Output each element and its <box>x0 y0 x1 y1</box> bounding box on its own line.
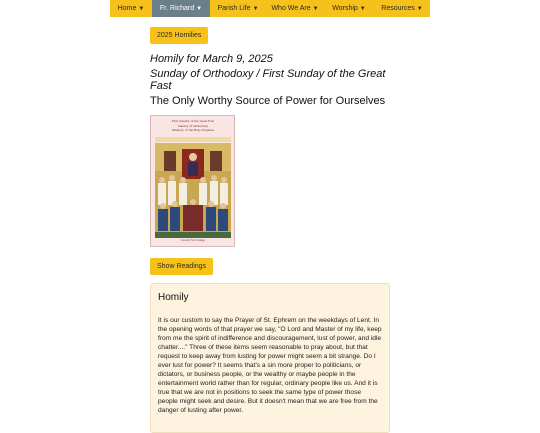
top-navigation <box>110 0 430 17</box>
chevron-down-icon: ▼ <box>138 5 145 12</box>
chevron-down-icon: ▼ <box>416 5 423 12</box>
main-content <box>150 24 390 433</box>
chevron-down-icon: ▼ <box>196 5 203 12</box>
nav-who-we-are[interactable] <box>266 0 324 17</box>
cover-header-line1: First Sunday of the Great Fast <box>171 119 215 123</box>
nav-home[interactable] <box>110 0 152 17</box>
nav-parish-life-label: Parish Life <box>217 5 251 12</box>
nav-resources[interactable] <box>374 0 430 17</box>
nav-resources-label: Resources <box>381 5 415 12</box>
nav-worship-label: Worship <box>332 5 358 12</box>
homily-title: The Only Worthy Source of Power for Ourselves <box>150 95 386 107</box>
sunday-title: Sunday of Orthodoxy / First Sunday of the Great Fast <box>150 68 386 92</box>
cover-band <box>155 137 231 142</box>
nav-who-we-are-label: Who We Are <box>271 5 311 12</box>
icon-cover-image <box>150 115 235 247</box>
homily-text: It is our custom to say the Prayer of St. Ephrem on the weekdays of Lent. In the opening words of that prayer we say, "O Lord and Master of my life, keep from me the spirit of indifference and discouragement, lust of power, and idle chatter...." Three of these items seem reasonable to pray about, but that request to keep away from lusting for power might seem a bit strange. Do I ever lust for power? It seems that's a sin more proper to politicians, or dictators, or business people, or the wealthy or maybe people in the entertainment world rather than for regular, ordinary people like us. And it is true that we are not in positions to seek the same type of power those people might seek and desire. But it doesn't mean that we are free from the danger of lusting after power. <box>158 317 382 414</box>
chevron-down-icon: ▼ <box>312 5 319 12</box>
homilies-2025-button[interactable]: 2025 Homilies <box>150 27 208 44</box>
orthodoxy-icon-picture <box>155 143 231 238</box>
homily-heading: Homily <box>158 292 189 303</box>
nav-home-label: Home <box>117 5 137 12</box>
show-readings-button[interactable]: Show Readings <box>150 258 213 275</box>
nav-worship[interactable] <box>324 0 374 17</box>
cover-footer: Icon by Nov Gauge <box>181 238 205 242</box>
cover-header-line3: Memory of the Holy Prophets <box>172 128 214 132</box>
homily-date-title: Homily for March 9, 2025 <box>150 53 273 65</box>
nav-fr-richard-label: Fr. Richard <box>159 5 195 12</box>
nav-parish-life[interactable] <box>210 0 266 17</box>
cover-header-line2: Sunday of Orthodoxy <box>177 123 209 128</box>
homily-panel <box>150 283 390 433</box>
chevron-down-icon: ▼ <box>252 5 259 12</box>
nav-fr-richard[interactable] <box>152 0 210 17</box>
chevron-down-icon: ▼ <box>359 5 366 12</box>
cover-header <box>156 119 230 133</box>
